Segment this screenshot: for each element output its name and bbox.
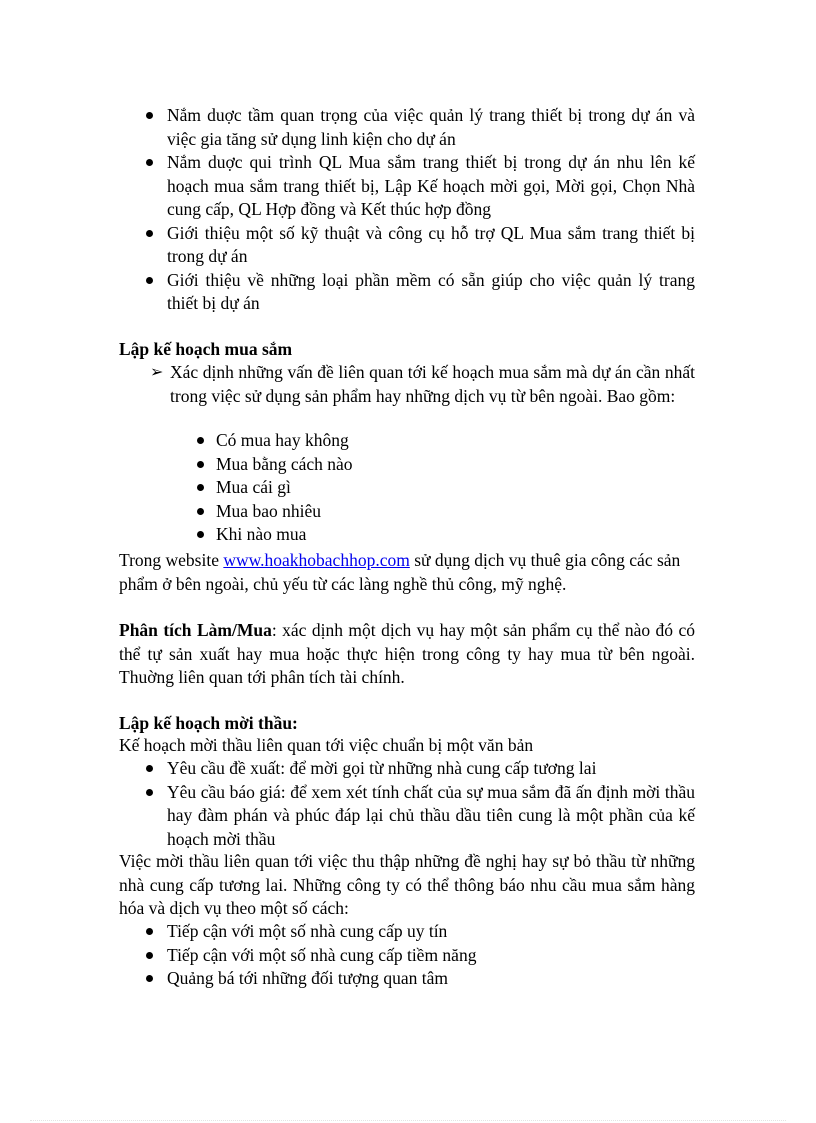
- bid-solicitation-paragraph: Việc mời thầu liên quan tới việc thu thập những đề nghị hay sự bỏ thầu từ những nhà cung cấp tương lai. Những công ty có thể thông báo nhu cầu mua sắm hàng hóa và dịch vụ theo một số cách:: [119, 851, 695, 918]
- bullet-icon: [197, 484, 204, 491]
- list-item: Nắm duợc qui trình QL Mua sắm trang thiết bị trong dự án nhu lên kế hoạch mua sắm trang thiết bị, Lập Kế hoạch mời gọi, Mời gọi, Chọn Nhà cung cấp, QL Hợp đồng và Kết thúc hợp đồng: [167, 151, 695, 222]
- bullet-icon: [197, 461, 204, 468]
- website-link[interactable]: www.hoakhobachhop.com: [223, 550, 410, 570]
- bid-request-list: [167, 757, 695, 851]
- list-item: Mua cái gì: [216, 476, 516, 500]
- bullet-icon: [146, 789, 153, 796]
- list-item: Yêu cầu đề xuất: để mời gọi từ những nhà cung cấp tương lai: [167, 757, 695, 781]
- bullet-icon: [146, 112, 153, 119]
- bid-planning-intro: Kế hoạch mời thầu liên quan tới việc chuẩn bị một văn bản: [119, 735, 534, 755]
- intro-bullet-list: [167, 104, 695, 316]
- website-paragraph: Trong website www.hoakhobachhop.com sử dụng dịch vụ thuê gia công các sản phẩm ở bên ngoài, chủ yếu từ các làng nghề thủ công, mỹ nghệ.: [119, 550, 681, 594]
- bullet-icon: [146, 159, 153, 166]
- section-heading-purchase-planning: Lập kế hoạch mua sắm: [119, 339, 293, 359]
- list-item: Tiếp cận với một số nhà cung cấp uy tín: [167, 920, 695, 944]
- list-item: Mua bao nhiêu: [216, 500, 516, 524]
- list-item: Yêu cầu báo giá: để xem xét tính chất của sự mua sắm đã ấn định mời thầu hay đàm phán và phúc đáp lại chủ thầu dầu tiên cung là một phần của kế hoạch mời thầu: [167, 781, 695, 852]
- list-item: Có mua hay không: [216, 429, 516, 453]
- make-or-buy-paragraph: Phân tích Làm/Mua: xác dịnh một dịch vụ hay một sản phẩm cụ thể nào đó có thể tự sản xuất hay mua hoặc thực hiện trong công ty hay mua từ bên ngoài. Thuờng liên quan tới phân tích tài chính.: [119, 620, 695, 687]
- list-item: Quảng bá tới những đối tượng quan tâm: [167, 967, 695, 991]
- page-divider: [30, 1120, 786, 1121]
- purchase-question-list: [216, 429, 516, 547]
- bullet-icon: [197, 437, 204, 444]
- bullet-icon: [146, 765, 153, 772]
- bullet-icon: [146, 975, 153, 982]
- arrow-bullet-icon: ➢: [150, 364, 164, 381]
- bullet-icon: [146, 952, 153, 959]
- list-item: Giới thiệu một số kỹ thuật và công cụ hỗ trợ QL Mua sắm trang thiết bị trong dự án: [167, 222, 695, 269]
- bullet-icon: [146, 230, 153, 237]
- bullet-icon: [146, 928, 153, 935]
- list-item: Nắm duợc tầm quan trọng của việc quản lý trang thiết bị trong dự án và việc gia tăng sử dụng linh kiện cho dự án: [167, 104, 695, 151]
- list-item: Mua bằng cách nào: [216, 453, 516, 477]
- list-item: Tiếp cận với một số nhà cung cấp tiềm năng: [167, 944, 695, 968]
- section-heading-bid-planning: Lập kế hoạch mời thầu:: [119, 713, 298, 733]
- purchase-planning-arrow-item: ➢ Xác dịnh những vấn đề liên quan tới kế hoạch mua sắm mà dự án cần nhất trong việc sử dụng sản phẩm hay những dịch vụ từ bên ngoài. Bao gồm:: [150, 362, 695, 406]
- bullet-icon: [197, 508, 204, 515]
- list-item: Giới thiệu về những loại phần mềm có sẵn giúp cho việc quản lý trang thiết bị dự án: [167, 269, 695, 316]
- bullet-icon: [146, 277, 153, 284]
- list-item: Khi nào mua: [216, 523, 516, 547]
- make-or-buy-label: Phân tích Làm/Mua: [119, 620, 272, 640]
- bid-methods-list: [167, 920, 695, 991]
- bullet-icon: [197, 531, 204, 538]
